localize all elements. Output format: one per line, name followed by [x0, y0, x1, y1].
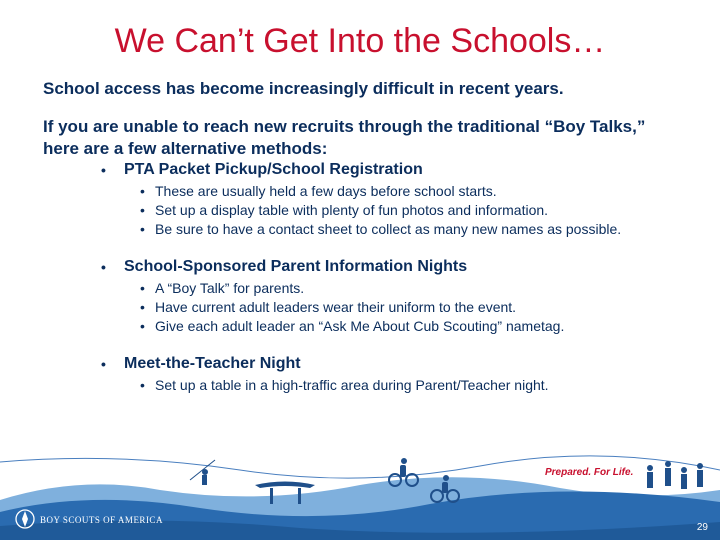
section-heading-text: School-Sponsored Parent Information Nights: [124, 258, 468, 275]
list-item-text: Have current adult leaders wear their uniform to the event.: [155, 299, 517, 315]
list-item-text: These are usually held a few days before school starts.: [155, 183, 497, 199]
list-item: [43, 182, 683, 201]
slide-body: [43, 78, 683, 395]
section-items: [43, 182, 683, 239]
lead-text: If you are unable to reach new recruits through the traditional “Boy Talks,” here are a few alternative methods:: [43, 117, 646, 158]
section-items: [43, 279, 683, 336]
section-heading-text: Meet-the-Teacher Night: [124, 355, 301, 372]
list-item: [43, 317, 683, 336]
section-heading: [43, 257, 683, 277]
list-item-text: Be sure to have a contact sheet to collect as many new names as possible.: [155, 221, 622, 237]
list-item-text: Set up a display table with plenty of fun photos and information.: [155, 202, 549, 218]
section-meet-teacher: [43, 354, 683, 395]
list-item: [43, 298, 683, 317]
bullet-icon: •: [101, 259, 106, 275]
slide-title: We Can’t Get Into the Schools…: [114, 22, 606, 60]
section-heading-text: PTA Packet Pickup/School Registration: [124, 161, 423, 178]
bullet-icon: •: [101, 356, 106, 372]
bullet-icon: •: [101, 162, 106, 178]
bullet-icon: •: [140, 299, 145, 315]
section-pta: [43, 160, 683, 239]
bullet-icon: •: [140, 202, 145, 218]
list-item: [43, 376, 683, 395]
list-item-text: Give each adult leader an “Ask Me About Cub Scouting” nametag.: [155, 318, 565, 334]
bullet-icon: •: [140, 377, 145, 393]
section-heading: [43, 160, 683, 180]
bullet-icon: •: [140, 183, 145, 199]
bullet-icon: •: [140, 221, 145, 237]
list-item: [43, 220, 683, 239]
intro-text: School access has become increasingly difficult in recent years.: [43, 79, 564, 98]
bullet-icon: •: [140, 280, 145, 296]
bullet-icon: •: [140, 318, 145, 334]
list-item-text: A “Boy Talk” for parents.: [155, 280, 305, 296]
section-heading: [43, 354, 683, 374]
section-parent-nights: [43, 257, 683, 336]
section-items: [43, 376, 683, 395]
org-name: BOY SCOUTS OF AMERICA: [40, 515, 163, 525]
tagline: Prepared. For Life.: [545, 467, 634, 478]
page-number: 29: [696, 522, 708, 533]
list-item: [43, 279, 683, 298]
list-item: [43, 201, 683, 220]
list-item-text: Set up a table in a high-traffic area during Parent/Teacher night.: [155, 377, 549, 393]
